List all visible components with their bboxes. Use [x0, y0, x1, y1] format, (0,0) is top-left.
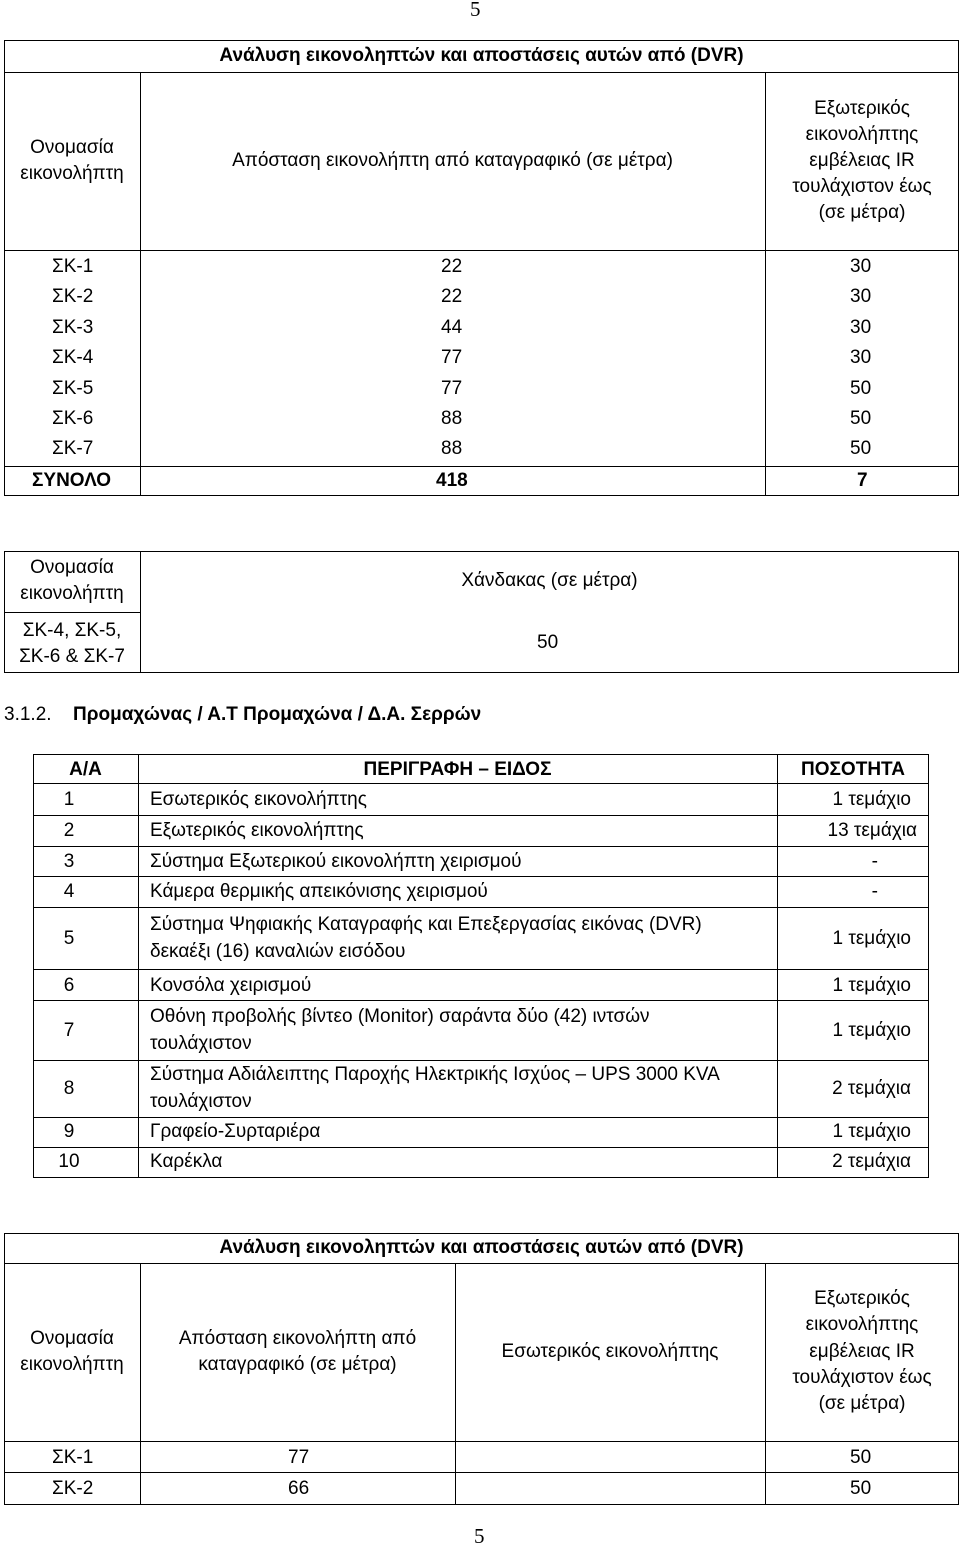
cell-quantity: 13 τεμάχια: [827, 820, 917, 841]
cell-ir: 50: [850, 408, 872, 429]
column-header-ir-line1: Εξωτερικός: [814, 98, 910, 119]
column-header-ir-line4: τουλάχιστον έως: [792, 176, 932, 197]
cell-cameras-line1: ΣΚ-4, ΣΚ-5,: [22, 620, 122, 641]
cell-no: 6: [63, 975, 75, 996]
cell-total-ir: 7: [857, 470, 868, 491]
cell-name: ΣΚ-7: [52, 438, 94, 459]
column-header-ir-line3: εμβέλειας IR: [809, 150, 915, 171]
cell-description: Καρέκλα: [150, 1151, 223, 1172]
cell-no: 3: [63, 851, 75, 872]
cell-quantity: 1 τεμάχιο: [832, 1121, 911, 1142]
cell-no: 2: [63, 820, 75, 841]
cell-description: Κονσόλα χειρισμού: [150, 975, 312, 996]
cell-quantity: 1 τεμάχιο: [832, 789, 911, 810]
cell-distance: 77: [288, 1447, 310, 1468]
cell-name: ΣΚ-6: [52, 408, 94, 429]
cell-cameras-line2: ΣΚ-6 & ΣΚ-7: [19, 646, 125, 667]
cell-quantity: 2 τεμάχια: [832, 1151, 911, 1172]
column-header-distance-line2: καταγραφικό (σε μέτρα): [198, 1354, 397, 1375]
cell-quantity: 1 τεμάχιο: [832, 975, 911, 996]
column-header-ir-line2: εικονολήπτης: [805, 1314, 919, 1335]
column-header-name-line2: εικονολήπτη: [20, 1354, 124, 1375]
cell-description: Εσωτερικός εικονολήπτης: [150, 789, 367, 810]
section-title: Προμαχώνας / Α.Τ Προμαχώνα / Δ.Α. Σερρών: [73, 704, 482, 725]
section-number: 3.1.2.: [4, 704, 52, 725]
cell-distance: 22: [441, 286, 463, 307]
cell-name: ΣΚ-2: [52, 1478, 94, 1499]
table-title: Ανάλυση εικονοληπτών και αποστάσεις αυτών από (DVR): [219, 1237, 744, 1258]
cell-no: 10: [58, 1151, 80, 1172]
cell-name: ΣΚ-1: [52, 256, 94, 277]
cell-description: Σύστημα Εξωτερικού εικονολήπτη χειρισμού: [150, 851, 522, 872]
cell-distance: 88: [441, 438, 463, 459]
column-header-description: ΠΕΡΙΓΡΑΦΗ – ΕΙΔΟΣ: [363, 759, 552, 780]
cell-name: ΣΚ-2: [52, 286, 94, 307]
column-header-distance-line1: Απόσταση εικονολήπτη από: [178, 1328, 417, 1349]
column-header-trench: Χάνδακας (σε μέτρα): [461, 570, 638, 591]
cell-description: Γραφείο-Συρταριέρα: [150, 1121, 321, 1142]
column-header-ir-line4: τουλάχιστον έως: [792, 1367, 932, 1388]
column-header-quantity: ΠΟΣΟΤΗΤΑ: [801, 759, 905, 780]
column-header-aa: Α/Α: [69, 759, 102, 780]
page-number-bottom: 5: [474, 1524, 485, 1548]
cell-description-line1: Σύστημα Ψηφιακής Καταγραφής και Επεξεργασίας εικόνας (DVR): [150, 914, 702, 935]
column-header-name-line2: εικονολήπτη: [20, 583, 124, 604]
column-header-ir-line5: (σε μέτρα): [818, 202, 906, 223]
cell-ir: 30: [850, 347, 872, 368]
cell-no: 7: [63, 1020, 75, 1041]
cell-quantity: 2 τεμάχια: [832, 1078, 911, 1099]
cell-distance: 77: [441, 347, 463, 368]
column-header-ir-line2: εικονολήπτης: [805, 124, 919, 145]
column-header-name-line2: εικονολήπτη: [20, 163, 124, 184]
cell-name: ΣΚ-5: [52, 378, 94, 399]
column-header-distance: Απόσταση εικονολήπτη από καταγραφικό (σε μέτρα): [232, 150, 673, 171]
cell-distance: 22: [441, 256, 463, 277]
column-header-name-line1: Ονομασία: [30, 137, 114, 158]
cell-no: 5: [63, 928, 75, 949]
cell-name: ΣΚ-4: [52, 347, 94, 368]
cell-trench-value: 50: [537, 632, 559, 653]
column-header-ir-line3: εμβέλειας IR: [809, 1341, 915, 1362]
cell-quantity: 1 τεμάχιο: [832, 928, 911, 949]
cell-description: Κάμερα θερμικής απεικόνισης χειρισμού: [150, 881, 488, 902]
cell-no: 9: [63, 1121, 75, 1142]
cell-description-line1: Σύστημα Αδιάλειπτης Παροχής Ηλεκτρικής Ισχύος – UPS 3000 KVA: [150, 1064, 720, 1085]
cell-distance: 88: [441, 408, 463, 429]
cell-description-line2: τουλάχιστον: [150, 1091, 252, 1112]
cell-total-label: ΣΥΝΟΛΟ: [32, 470, 112, 491]
cell-total-distance: 418: [436, 470, 468, 491]
column-header-name-line1: Ονομασία: [30, 557, 114, 578]
cell-distance: 77: [441, 378, 463, 399]
cell-distance: 44: [441, 317, 463, 338]
column-header-name-line1: Ονομασία: [30, 1328, 114, 1349]
cell-no: 4: [63, 881, 75, 902]
column-header-ir-line1: Εξωτερικός: [814, 1288, 910, 1309]
cell-ir: 50: [850, 378, 872, 399]
cell-ir: 50: [850, 1478, 872, 1499]
cell-quantity: -: [871, 851, 878, 872]
cell-ir: 30: [850, 317, 872, 338]
cell-description-line1: Οθόνη προβολής βίντεο (Monitor) σαράντα δύο (42) ιντσών: [150, 1006, 650, 1027]
cell-description-line2: τουλάχιστον: [150, 1033, 252, 1054]
cell-description-line2: δεκαέξι (16) καναλιών εισόδου: [150, 941, 406, 962]
cell-distance: 66: [288, 1478, 310, 1499]
cell-description: Εξωτερικός εικονολήπτης: [150, 820, 364, 841]
table-title: Ανάλυση εικονοληπτών και αποστάσεις αυτών από (DVR): [219, 45, 744, 66]
cell-ir: 30: [850, 286, 872, 307]
cell-ir: 50: [850, 1447, 872, 1468]
cell-name: ΣΚ-1: [52, 1447, 94, 1468]
cell-no: 1: [63, 789, 75, 810]
cell-quantity: 1 τεμάχιο: [832, 1020, 911, 1041]
cell-name: ΣΚ-3: [52, 317, 94, 338]
column-header-ir-line5: (σε μέτρα): [818, 1393, 906, 1414]
cell-ir: 50: [850, 438, 872, 459]
cell-no: 8: [63, 1078, 75, 1099]
cell-ir: 30: [850, 256, 872, 277]
cell-quantity: -: [871, 881, 878, 902]
column-header-internal: Εσωτερικός εικονολήπτης: [501, 1341, 719, 1362]
page-number-top: 5: [470, 0, 481, 21]
